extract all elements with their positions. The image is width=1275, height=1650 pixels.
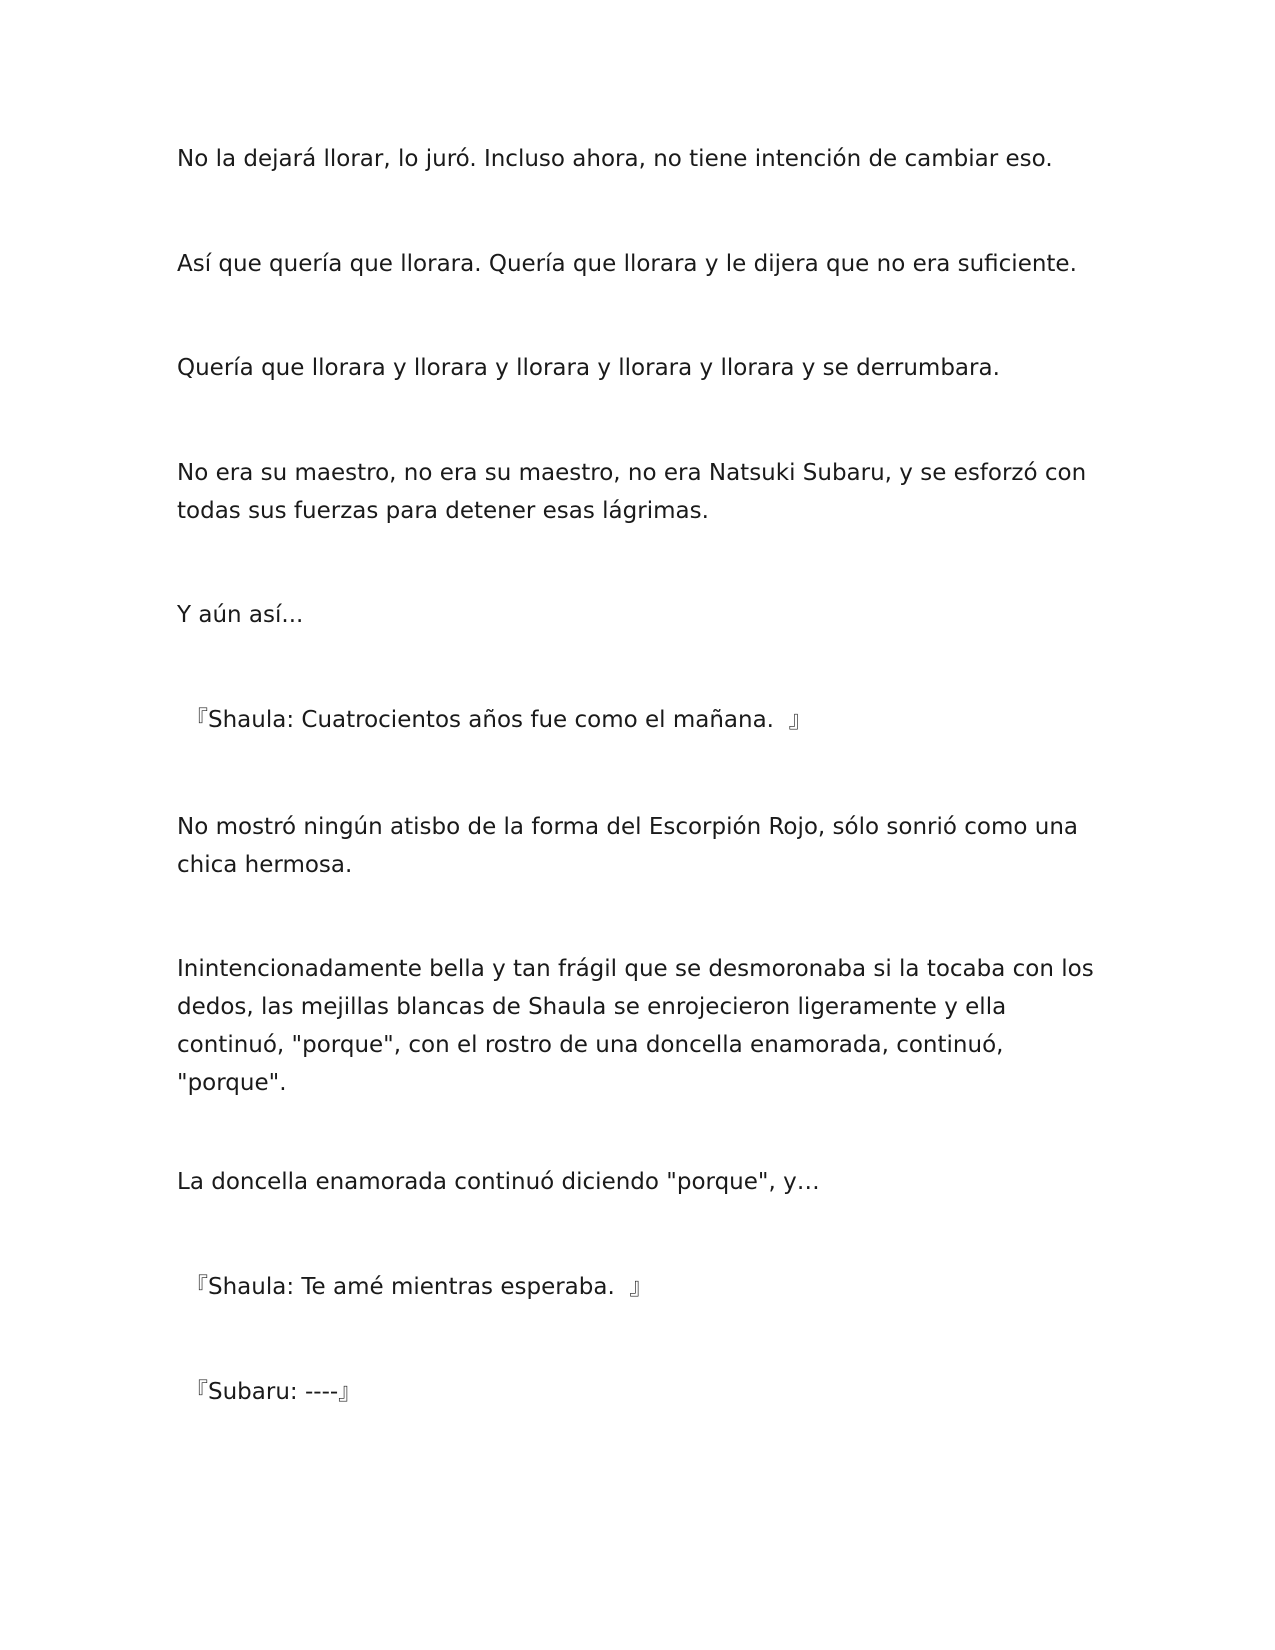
- paragraph-6: No mostró ningún atisbo de la forma del Escorpión Rojo, sólo sonrió como una chica hermosa.: [177, 814, 1086, 878]
- paragraph-8: La doncella enamorada continuó diciendo "porque", y…: [177, 1169, 820, 1195]
- dialogue-subaru: 『Subaru: ----』: [185, 1379, 362, 1405]
- dialogue-shaula-1: 『Shaula: Cuatrocientos años fue como el mañana. 』: [185, 707, 812, 733]
- dialogue-shaula-2: 『Shaula: Te amé mientras esperaba. 』: [185, 1274, 653, 1300]
- paragraph-2: Así que quería que llorara. Quería que llorara y le dijera que no era suficiente.: [177, 251, 1077, 277]
- paragraph-5: Y aún así...: [177, 602, 304, 628]
- paragraph-7: Inintencionadamente bella y tan frágil que se desmoronaba si la tocaba con los dedos, las mejillas blancas de Shaula se enrojecieron ligeramente y ella continuó, "porque", con el rostro de una doncella enamorada, continuó, "porque".: [177, 956, 1102, 1096]
- paragraph-4: No era su maestro, no era su maestro, no era Natsuki Subaru, y se esforzó con todas sus fuerzas para detener esas lágrimas.: [177, 460, 1094, 524]
- paragraph-1: No la dejará llorar, lo juró. Incluso ahora, no tiene intención de cambiar eso.: [177, 146, 1053, 172]
- paragraph-3: Quería que llorara y llorara y llorara y llorara y llorara y se derrumbara.: [177, 355, 1000, 381]
